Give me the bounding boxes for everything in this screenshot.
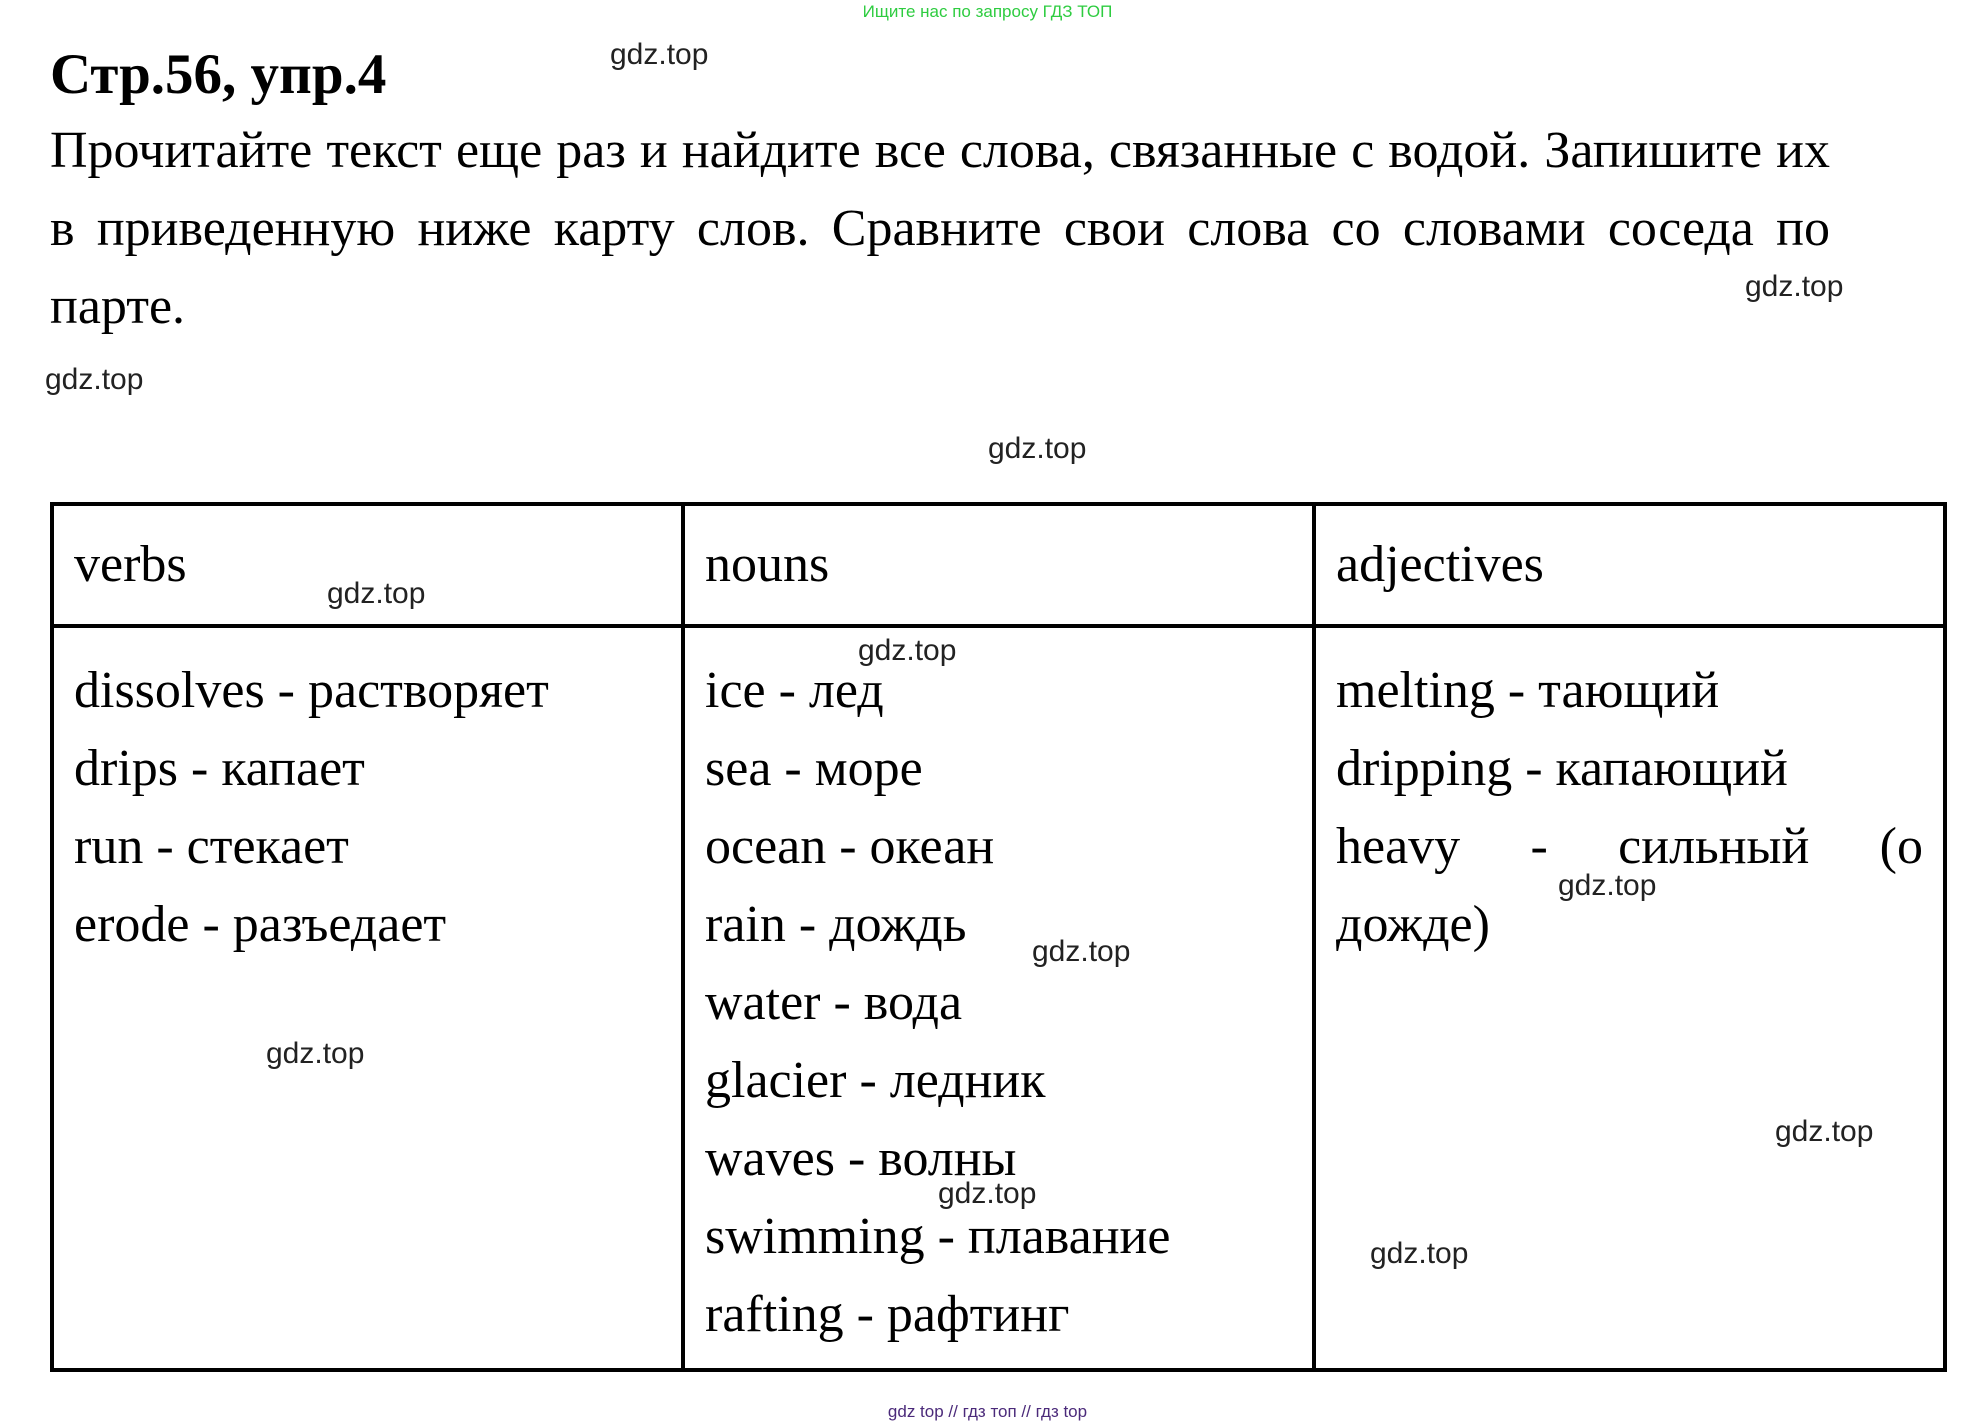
verb-item: dissolves - растворяет [74, 662, 549, 719]
watermark: gdz.top [1775, 1115, 1874, 1148]
verb-item: drips - капает [74, 740, 365, 797]
header-adjectives: adjectives [1314, 504, 1945, 626]
noun-item: sea - море [705, 740, 923, 797]
bottom-banner: gdz top // гдз топ // гдз top [887, 1402, 1088, 1421]
task-text: Прочитайте текст еще раз и найдите все слова, связанные с водой. Запишите их в приведенную ниже карту слов. Сравните свои слова со словами соседа по парте. [50, 122, 1830, 335]
watermark: gdz.top [988, 432, 1087, 465]
noun-item: rain - дождь [705, 896, 967, 953]
verb-item: erode - разъедает [74, 896, 447, 953]
noun-item: glacier - ледник [705, 1052, 1046, 1109]
word-map-table [50, 502, 1947, 1372]
watermark: gdz.top [938, 1177, 1037, 1210]
watermark: gdz.top [1558, 869, 1657, 902]
header-verbs: verbs [52, 504, 683, 626]
watermark: gdz.top [266, 1037, 365, 1070]
adjective-item-continued: дожде) [1336, 896, 1490, 953]
heavy-word: heavy [1336, 818, 1461, 875]
watermark: gdz.top [1745, 270, 1844, 303]
verbs-cell [52, 626, 683, 1370]
noun-item: rafting - рафтинг [705, 1286, 1070, 1343]
watermark: gdz.top [610, 38, 709, 71]
heavy-dash: - [1530, 818, 1548, 875]
content-row [52, 626, 1945, 1370]
watermark: gdz.top [1370, 1237, 1469, 1270]
adjective-item: melting - тающий [1336, 662, 1720, 719]
top-banner: Ищите нас по запросу ГДЗ ТОП [862, 2, 1113, 21]
watermark: gdz.top [858, 634, 957, 667]
heavy-note-open: (о [1879, 818, 1923, 875]
verb-item: run - стекает [74, 818, 349, 875]
page-title: Стр.56, упр.4 [50, 43, 387, 106]
noun-item: ocean - океан [705, 818, 995, 875]
heavy-translation: сильный [1618, 818, 1810, 875]
watermark: gdz.top [327, 577, 426, 610]
watermark: gdz.top [1032, 935, 1131, 968]
noun-item: water - вода [705, 974, 963, 1031]
noun-item: swimming - плавание [705, 1208, 1171, 1265]
nouns-cell [683, 626, 1314, 1370]
header-nouns: nouns [683, 504, 1314, 626]
noun-item: ice - лед [705, 662, 884, 719]
adjective-item: dripping - капающий [1336, 740, 1788, 797]
noun-item: waves - волны [705, 1130, 1017, 1187]
watermark: gdz.top [45, 363, 144, 396]
